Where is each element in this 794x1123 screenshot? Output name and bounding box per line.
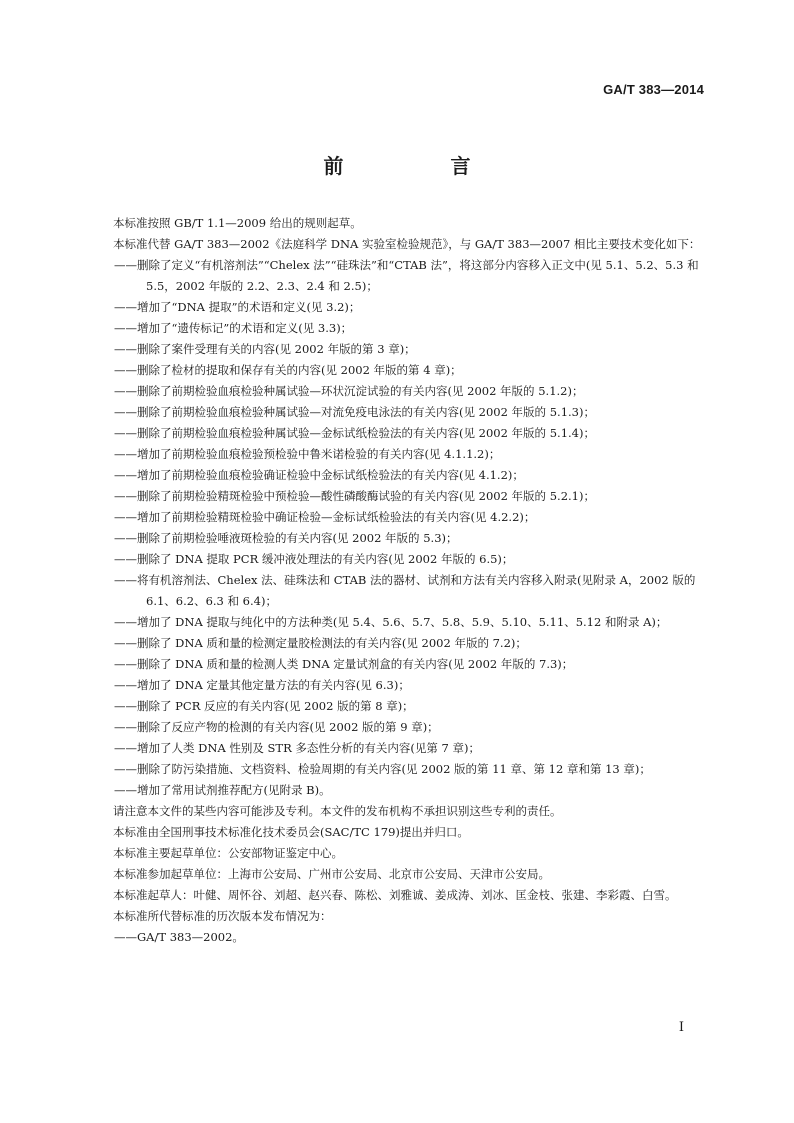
change-item: ——增加了 DNA 定量其他定量方法的有关内容(见 6.3)； bbox=[114, 678, 410, 692]
change-item: ——增加了“遗传标记”的术语和定义(见 3.3)； bbox=[114, 321, 353, 335]
change-item: ——删除了前期检验血痕检验种属试验—环状沉淀试验的有关内容(见 2002 年版的 5.1.2)； bbox=[114, 384, 584, 398]
change-item: ——增加了人类 DNA 性别及 STR 多态性分析的有关内容(见第 7 章)； bbox=[114, 741, 481, 755]
change-item: ——将有机溶剂法、Chelex 法、硅珠法和 CTAB 法的器材、试剂和方法有关内容移入附录(见附录 A，2002 版的 6.1、6.2、6.3 和 6.4)； bbox=[114, 573, 696, 608]
change-item: ——增加了前期检验血痕检验确证检验中金标试纸检验法的有关内容(见 4.1.2)； bbox=[114, 468, 524, 482]
intro-paragraph-2: 本标准代替 GA/T 383—2002《法庭科学 DNA 实验室检验规范》，与 GA/T 383—2007 相比主要技术变化如下： bbox=[113, 237, 701, 251]
change-item: ——删除了前期检验血痕检验种属试验—对流免疫电泳法的有关内容(见 2002 年版的 5.1.3)； bbox=[114, 405, 595, 419]
change-item: ——删除了 DNA 质和量的检测定量胶检测法的有关内容(见 2002 年版的 7.2)； bbox=[114, 636, 527, 650]
change-item: ——删除了定义“有机溶剂法”“Chelex 法”“硅珠法”和“CTAB 法”，将这部分内容移入正文中(见 5.1、5.2、5.3 和 5.5，2002 年版的 2.2、2.3、2.4 和 2.5)； bbox=[114, 258, 699, 293]
history-item: ——GA/T 383—2002。 bbox=[114, 930, 244, 944]
patent-notice: 请注意本文件的某些内容可能涉及专利。本文件的发布机构不承担识别这些专利的责任。 bbox=[113, 804, 562, 818]
participating-units: 本标准参加起草单位：上海市公安局、广州市公安局、北京市公安局、天津市公安局。 bbox=[113, 867, 550, 881]
change-item: ——删除了检材的提取和保存有关的内容(见 2002 年版的第 4 章)； bbox=[114, 363, 462, 377]
change-item: ——删除了前期检验血痕检验种属试验—金标试纸检验法的有关内容(见 2002 年版的 5.1.4)； bbox=[114, 426, 595, 440]
change-item: ——删除了 PCR 反应的有关内容(见 2002 版的第 8 章)； bbox=[114, 699, 414, 713]
change-item: ——删除了前期检验唾液斑检验的有关内容(见 2002 年版的 5.3)； bbox=[114, 531, 458, 545]
page-number: I bbox=[678, 1020, 684, 1035]
change-item: ——删除了防污染措施、文档资料、检验周期的有关内容(见 2002 版的第 11 章、第 12 章和第 13 章)； bbox=[114, 762, 651, 776]
change-item: ——删除了 DNA 提取 PCR 缓冲液处理法的有关内容(见 2002 年版的 6.5)； bbox=[114, 552, 514, 566]
standard-code: GA/T 383—2014 bbox=[603, 82, 704, 97]
change-item: ——删除了案件受理有关的内容(见 2002 年版的第 3 章)； bbox=[114, 342, 416, 356]
foreword-body bbox=[90, 213, 712, 948]
change-item: ——增加了 DNA 提取与纯化中的方法种类(见 5.4、5.6、5.7、5.8、5.9、5.10、5.11、5.12 和附录 A)； bbox=[114, 615, 668, 629]
page-title: 前 言 bbox=[323, 154, 521, 178]
drafters: 本标准起草人：叶健、周怀谷、刘超、赵兴春、陈松、刘雅诚、姜成涛、刘冰、匡金枝、张建、李彩霞、白雪。 bbox=[113, 888, 677, 902]
change-list bbox=[90, 255, 712, 801]
change-item: ——增加了“DNA 提取”的术语和定义(见 3.2)； bbox=[114, 300, 361, 314]
change-item: ——删除了 DNA 质和量的检测人类 DNA 定量试剂盒的有关内容(见 2002 年版的 7.3)； bbox=[114, 657, 574, 671]
change-item: ——增加了常用试剂推荐配方(见附录 B)。 bbox=[114, 783, 331, 797]
main-drafting-unit: 本标准主要起草单位：公安部物证鉴定中心。 bbox=[113, 846, 343, 860]
history-intro: 本标准所代替标准的历次版本发布情况为： bbox=[113, 909, 332, 923]
change-item: ——增加了前期检验血痕检验预检验中鲁米诺检验的有关内容(见 4.1.1.2)； bbox=[114, 447, 501, 461]
intro-paragraph-1: 本标准按照 GB/T 1.1—2009 给出的规则起草。 bbox=[113, 216, 362, 230]
change-item: ——删除了反应产物的检测的有关内容(见 2002 版的第 9 章)； bbox=[114, 720, 439, 734]
change-item: ——删除了前期检验精斑检验中预检验—酸性磷酸酶试验的有关内容(见 2002 年版的 5.2.1)； bbox=[114, 489, 595, 503]
change-item: ——增加了前期检验精斑检验中确证检验—金标试纸检验法的有关内容(见 4.2.2)； bbox=[114, 510, 536, 524]
committee-paragraph: 本标准由全国刑事技术标准化技术委员会(SAC/TC 179)提出并归口。 bbox=[113, 825, 469, 839]
